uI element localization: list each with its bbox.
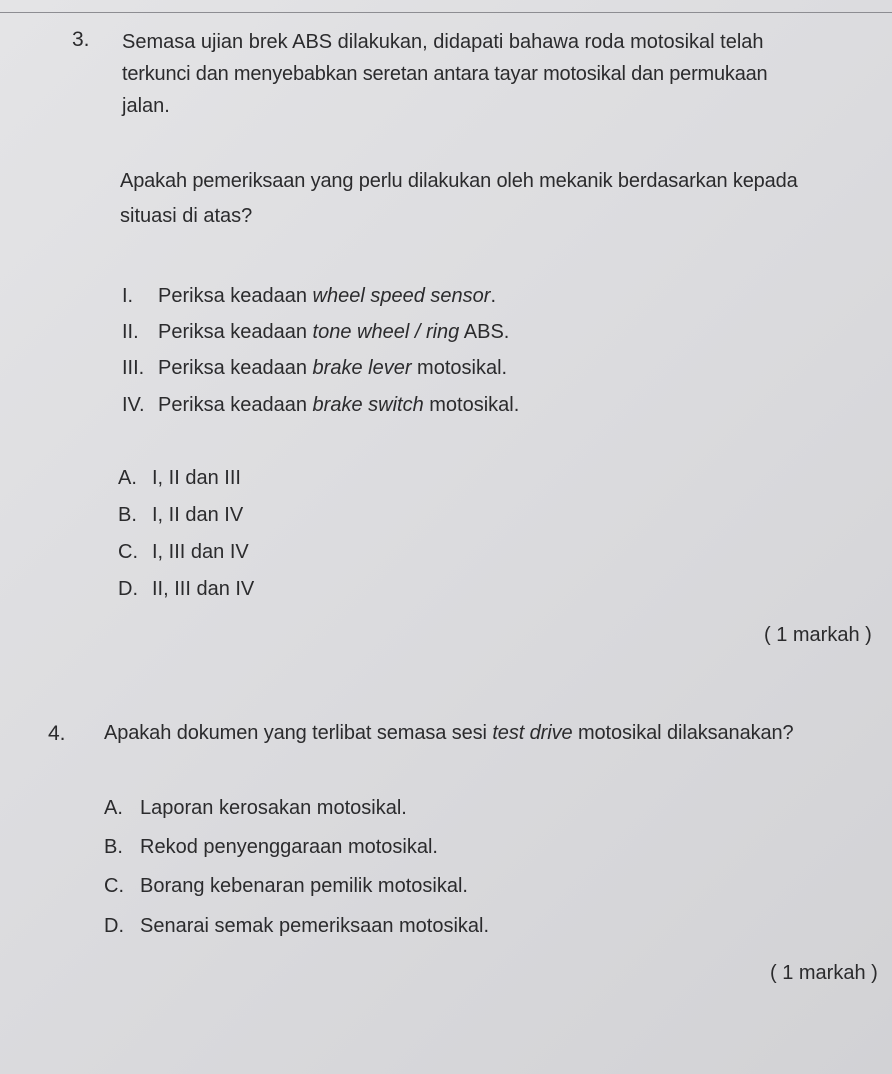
q3-stem-line-2: terkunci dan menyebabkan seretan antara tayar motosikal dan permukaan — [122, 63, 768, 85]
q3-option-d[interactable] — [118, 578, 254, 601]
option-letter: C. — [104, 875, 124, 897]
statement-numeral: I. — [122, 285, 134, 307]
option-letter: D. — [118, 578, 138, 600]
statement-suffix: motosikal. — [411, 357, 508, 379]
option-letter: D. — [104, 915, 124, 937]
q4-number: 4. — [48, 722, 66, 745]
q3-number: 3. — [72, 28, 90, 51]
option-text: I, III dan IV — [152, 541, 249, 563]
option-text: Laporan kerosakan motosikal. — [140, 797, 407, 819]
q4-stem-suffix: motosikal dilaksanakan? — [572, 722, 794, 744]
option-letter: A. — [104, 797, 123, 819]
statement-suffix: motosikal. — [423, 394, 520, 416]
q3-option-b[interactable] — [118, 504, 243, 527]
q4-marks: ( 1 markah ) — [770, 962, 878, 984]
option-text: Borang kebenaran pemilik motosikal. — [140, 875, 468, 897]
statement-suffix: ABS. — [459, 321, 510, 343]
option-text: Rekod penyenggaraan motosikal. — [140, 836, 438, 858]
q4-stem-prefix: Apakah dokumen yang terlibat semasa sesi — [104, 722, 493, 744]
q4-option-d[interactable] — [104, 915, 489, 938]
statement-prefix: Periksa keadaan — [158, 285, 313, 307]
statement-numeral: II. — [122, 321, 139, 343]
q3-statement — [122, 357, 507, 380]
statement-italic: tone wheel / ring — [312, 321, 460, 343]
q3-statement — [122, 321, 509, 344]
q3-question-line-2: situasi di atas? — [120, 205, 253, 227]
top-rule — [0, 12, 892, 13]
q4-stem — [104, 722, 794, 745]
option-text: I, II dan IV — [152, 504, 244, 526]
q3-stem-line-1: Semasa ujian brek ABS dilakukan, didapati bahawa roda motosikal telah — [122, 31, 764, 53]
option-text: I, II dan III — [152, 467, 241, 489]
option-text: Senarai semak pemeriksaan motosikal. — [140, 915, 490, 937]
option-text: II, III dan IV — [152, 578, 255, 600]
option-letter: B. — [104, 836, 123, 858]
q3-stem-line-3: jalan. — [122, 95, 170, 117]
statement-prefix: Periksa keadaan — [158, 394, 313, 416]
q4-option-a[interactable] — [104, 797, 407, 820]
q3-question-line-1: Apakah pemeriksaan yang perlu dilakukan oleh mekanik berdasarkan kepada — [120, 170, 798, 192]
statement-prefix: Periksa keadaan — [158, 321, 313, 343]
q4-option-c[interactable] — [104, 875, 468, 898]
option-letter: B. — [118, 504, 137, 526]
q3-statement — [122, 285, 496, 308]
q3-marks: ( 1 markah ) — [764, 624, 872, 646]
statement-prefix: Periksa keadaan — [158, 357, 313, 379]
statement-numeral: IV. — [122, 394, 145, 416]
q3-option-a[interactable] — [118, 467, 241, 490]
q3-statement — [122, 394, 519, 417]
option-letter: A. — [118, 467, 137, 489]
q4-stem-italic: test drive — [492, 722, 573, 744]
option-letter: C. — [118, 541, 138, 563]
statement-italic: wheel speed sensor — [312, 285, 491, 307]
statement-italic: brake lever — [312, 357, 412, 379]
q3-option-c[interactable] — [118, 541, 249, 564]
statement-numeral: III. — [122, 357, 145, 379]
q4-option-b[interactable] — [104, 836, 438, 859]
statement-italic: brake switch — [312, 394, 424, 416]
statement-suffix: . — [490, 285, 496, 307]
